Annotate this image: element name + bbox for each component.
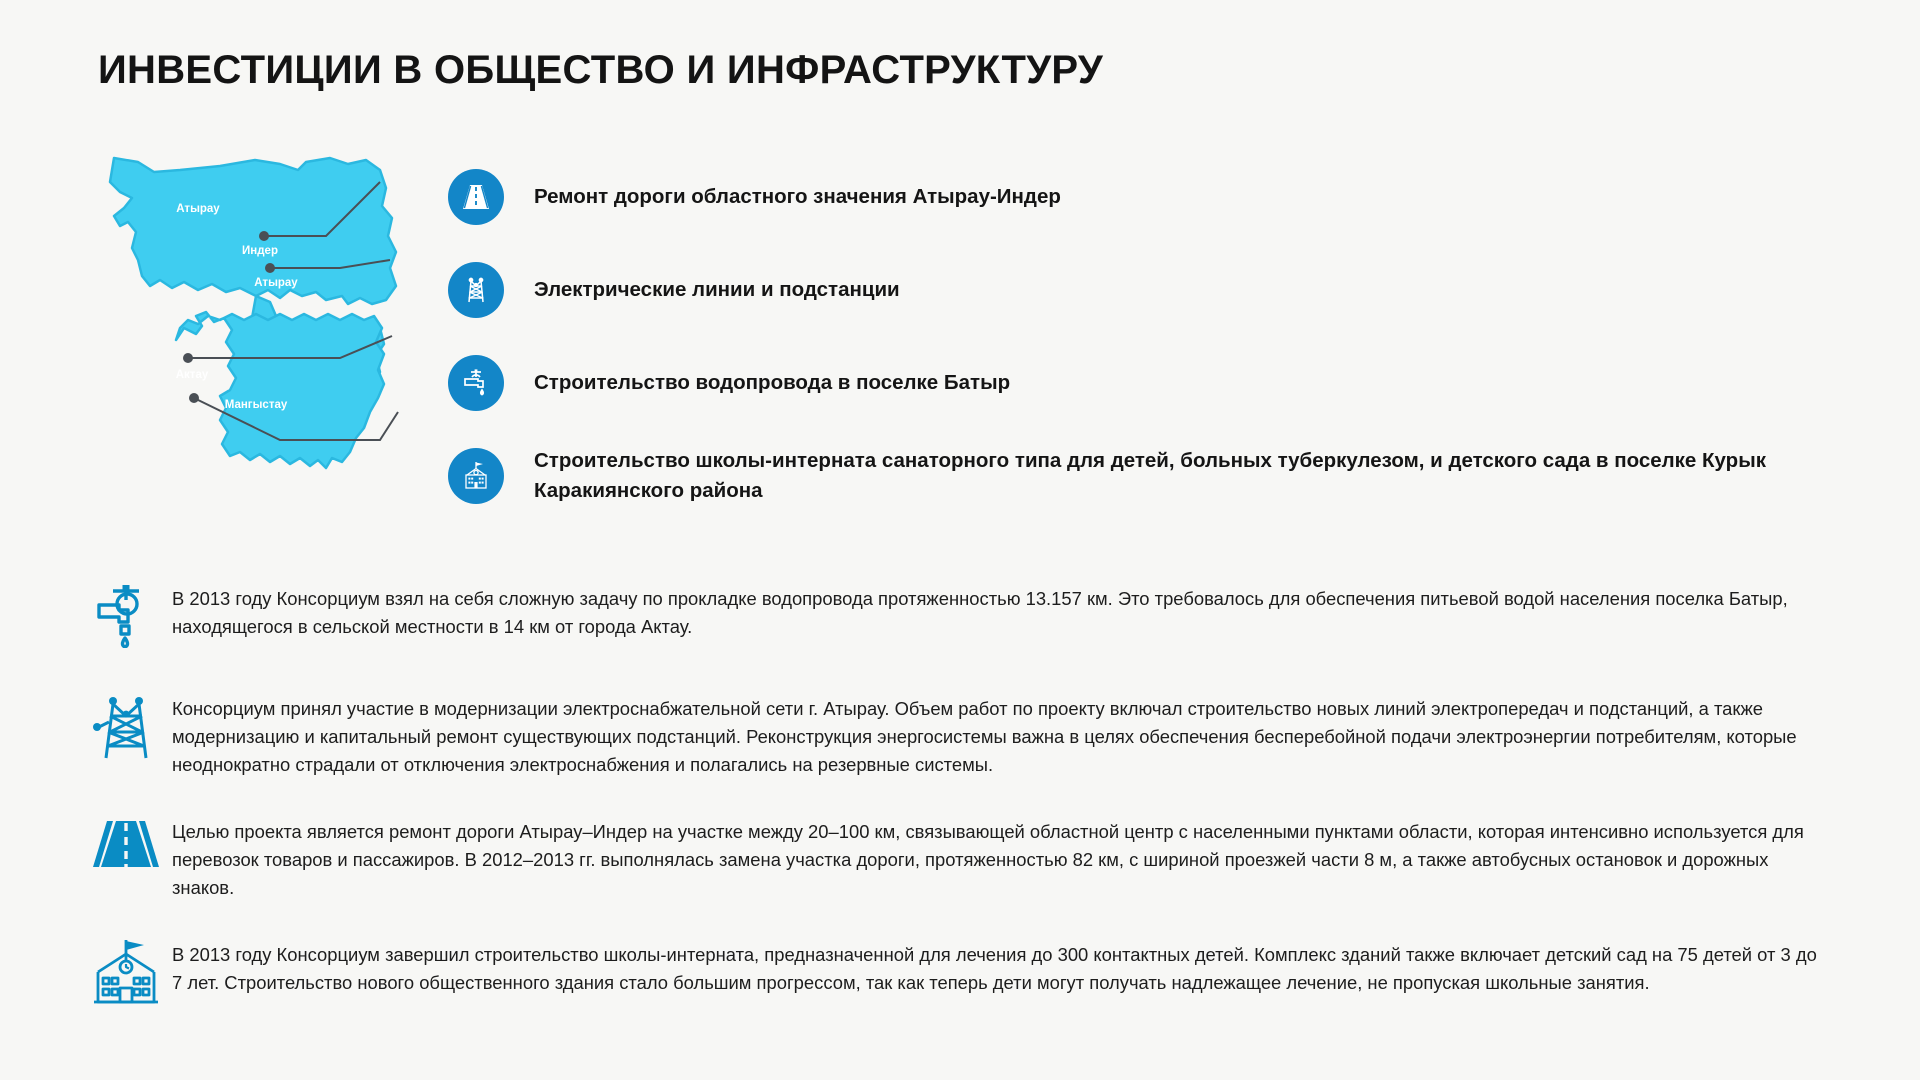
road-icon bbox=[448, 169, 504, 225]
water-tap-icon bbox=[80, 580, 172, 656]
school-icon bbox=[80, 936, 172, 1012]
legend-item-label: Строительство школы-интерната санаторного типа для детей, больных туберкулезом, и детского сада в поселке Курык Каракиянского района bbox=[534, 449, 1766, 502]
detail-item-text: Консорциум принял участие в модернизации электроснабжательной сети г. Атырау. Объем работ по проекту включал строительство новых линий электропередач и подстанций, а также модернизацию и капитальный ремонт существующих подстанций. Реконструкция энергосистемы важна в целях обеспечения бесперебойной подачи электроэнергии потребителям, которые неоднократно страдали от отключения электроснабжения и полагались на резервные системы. bbox=[172, 698, 1797, 775]
water-tap-icon bbox=[448, 355, 504, 411]
detail-list bbox=[80, 580, 1870, 1046]
legend-list bbox=[448, 155, 1848, 527]
power-tower-icon bbox=[448, 262, 504, 318]
city-dot-atyrau bbox=[265, 263, 275, 273]
detail-item-text: Целью проекта является ремонт дороги Атырау–Индер на участке между 20–100 км, связывающей областной центр с населенными пунктами области, которая интенсивно используется для перевозок товаров и пассажиров. В 2012–2013 гг. выполнялась замена участка дороги, протяженностью 82 км, с шириной проезжей части 8 м, а также автобусных остановок и дорожных знаков. bbox=[172, 820, 1804, 898]
school-icon bbox=[448, 448, 504, 504]
map-label-atyrau-region: Атырау bbox=[176, 203, 220, 215]
city-dot-aktau bbox=[183, 353, 193, 363]
detail-item-water bbox=[80, 580, 1870, 656]
legend-item-label: Электрические линии и подстанции bbox=[534, 278, 900, 302]
legend-item-power[interactable] bbox=[448, 248, 1848, 332]
map-label-aktau: Актау bbox=[175, 369, 209, 381]
legend-item-label: Ремонт дороги областного значения Атырау-Индер bbox=[534, 185, 1061, 209]
detail-item-text: В 2013 году Консорциум взял на себя сложную задачу по прокладке водопровода протяженностью 13.157 км. Это требовалось для обеспечения питьевой водой населения поселка Батыр, находящегося в сельской местности в 14 км от города Актау. bbox=[172, 588, 1788, 637]
power-tower-icon bbox=[80, 690, 172, 766]
map-label-mangystau-region: Мангыстау bbox=[224, 399, 288, 411]
region-map bbox=[80, 140, 470, 560]
legend-item-label: Строительство водопровода в поселке Батыр bbox=[534, 371, 1011, 395]
legend-item-school[interactable] bbox=[448, 434, 1848, 518]
detail-item-power bbox=[80, 690, 1870, 779]
legend-item-water[interactable] bbox=[448, 341, 1848, 425]
map-label-inder: Индер bbox=[242, 245, 278, 257]
detail-item-road bbox=[80, 813, 1870, 902]
map-label-atyrau-city: Атырау bbox=[254, 277, 298, 289]
detail-item-school bbox=[80, 936, 1870, 1012]
detail-item-text: В 2013 году Консорциум завершил строительство школы-интерната, предназначенной для лечения до 300 контактных детей. Комплекс зданий также включает детский сад на 75 детей от 3 до 7 лет. Строительство нового общественного здания стало большим прогрессом, так как теперь дети могут получать надлежащее лечение, не пропуская школьные занятия. bbox=[172, 943, 1817, 993]
city-dot-kuryk bbox=[189, 393, 199, 403]
page-title: ИНВЕСТИЦИИ В ОБЩЕСТВО И ИНФРАСТРУКТУРУ bbox=[98, 48, 1104, 92]
legend-item-road[interactable] bbox=[448, 155, 1848, 239]
city-dot-inder bbox=[259, 231, 269, 241]
road-icon bbox=[80, 813, 172, 889]
